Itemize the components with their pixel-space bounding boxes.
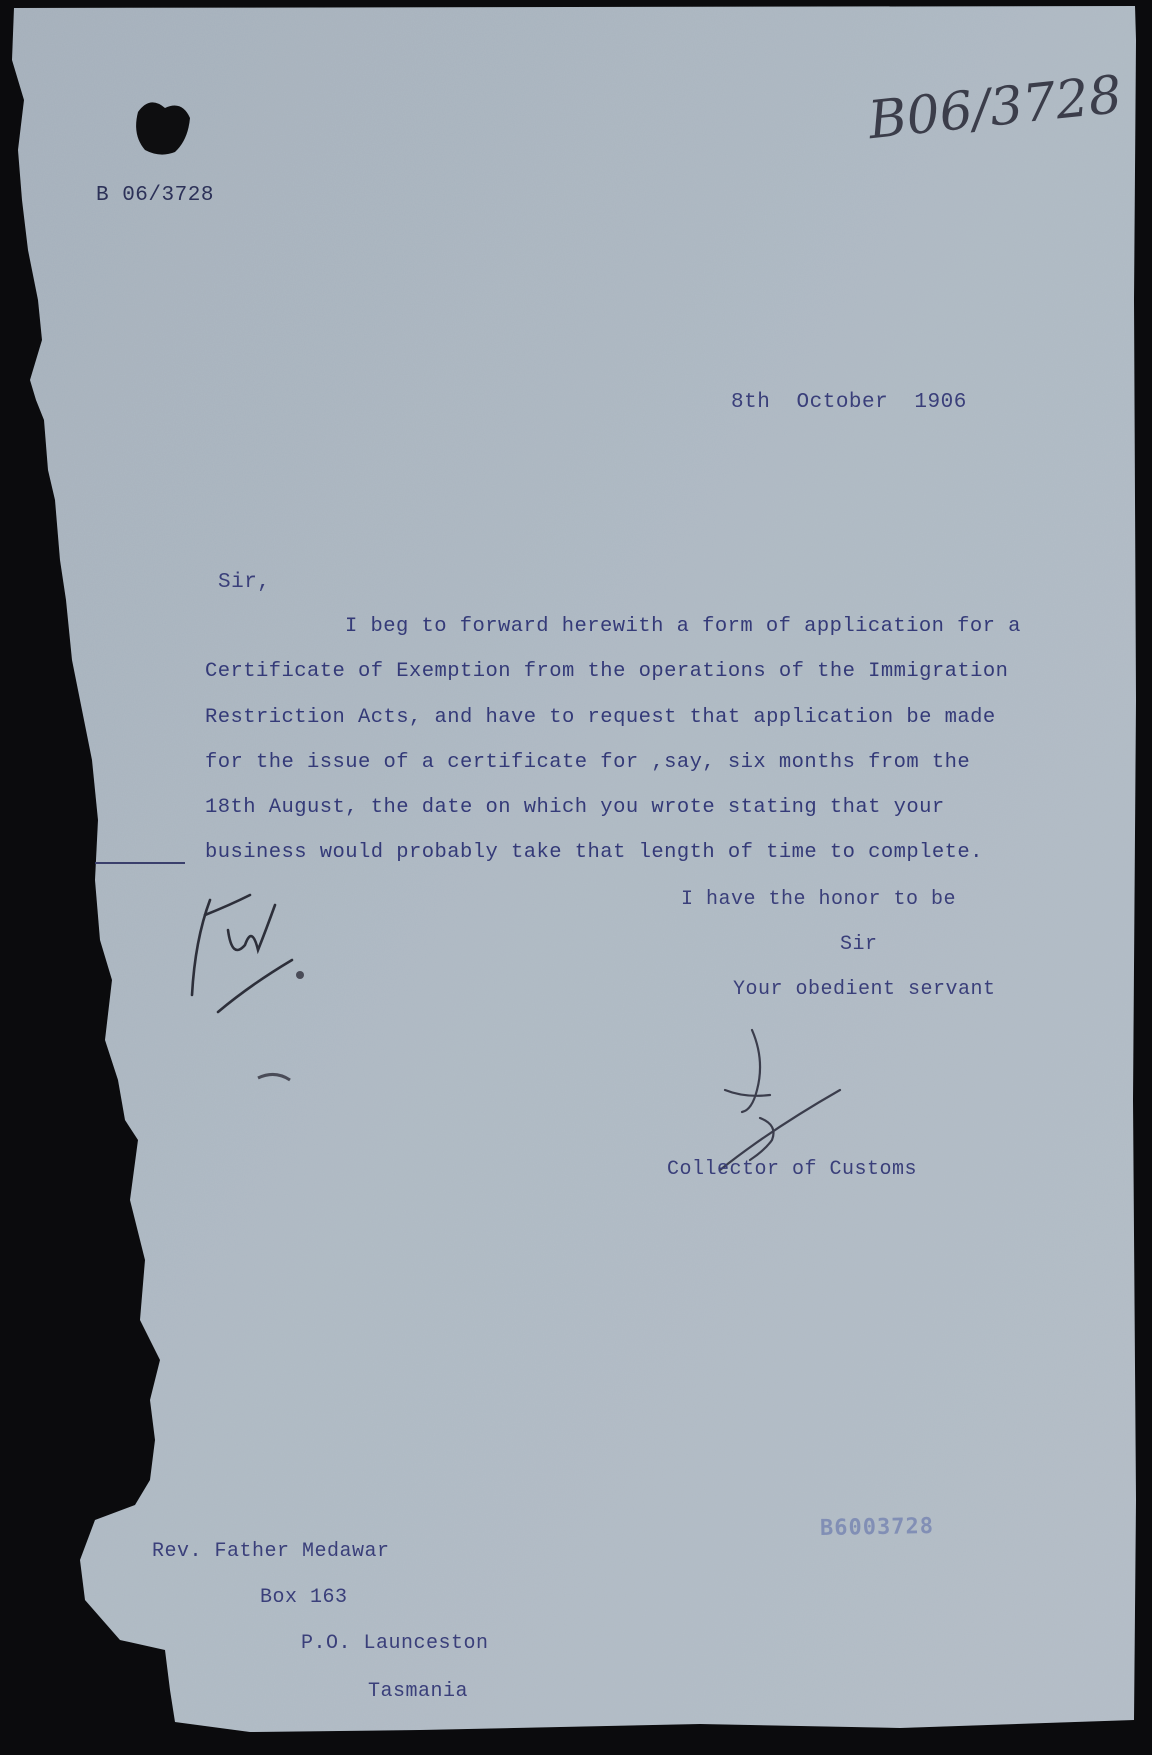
paper-shape [12,6,1136,1732]
ink-dot [296,971,304,979]
closing-line: I have the honor to be [681,888,957,911]
body-line: 18th August, the date on which you wrote stating that your [205,796,945,819]
body-line: for the issue of a certificate for ,say, six months from the [205,751,971,774]
reference-number: B 06/3728 [96,184,214,207]
body-line: Restriction Acts, and have to request that application be made [205,706,996,729]
signature-title: Collector of Customs [667,1158,918,1181]
registry-stamp: B6003728 [819,1514,935,1541]
handwritten-reference: B06/3728 [865,64,1125,152]
addressee-box: Box 163 [260,1586,348,1609]
closing-servant: Your obedient servant [733,978,996,1001]
body-line: business would probably take that length of time to complete. [205,841,983,864]
salutation: Sir, [218,571,271,594]
addressee-po: P.O. Launceston [301,1632,489,1655]
closing-sir: Sir [840,933,878,956]
body-line: Certificate of Exemption from the operations of the Immigration [205,660,1009,683]
addressee-name: Rev. Father Medawar [152,1540,390,1563]
addressee-state: Tasmania [368,1680,469,1703]
body-line: I beg to forward herewith a form of application for a [243,615,1021,638]
letter-date: 8th October 1906 [731,391,967,414]
